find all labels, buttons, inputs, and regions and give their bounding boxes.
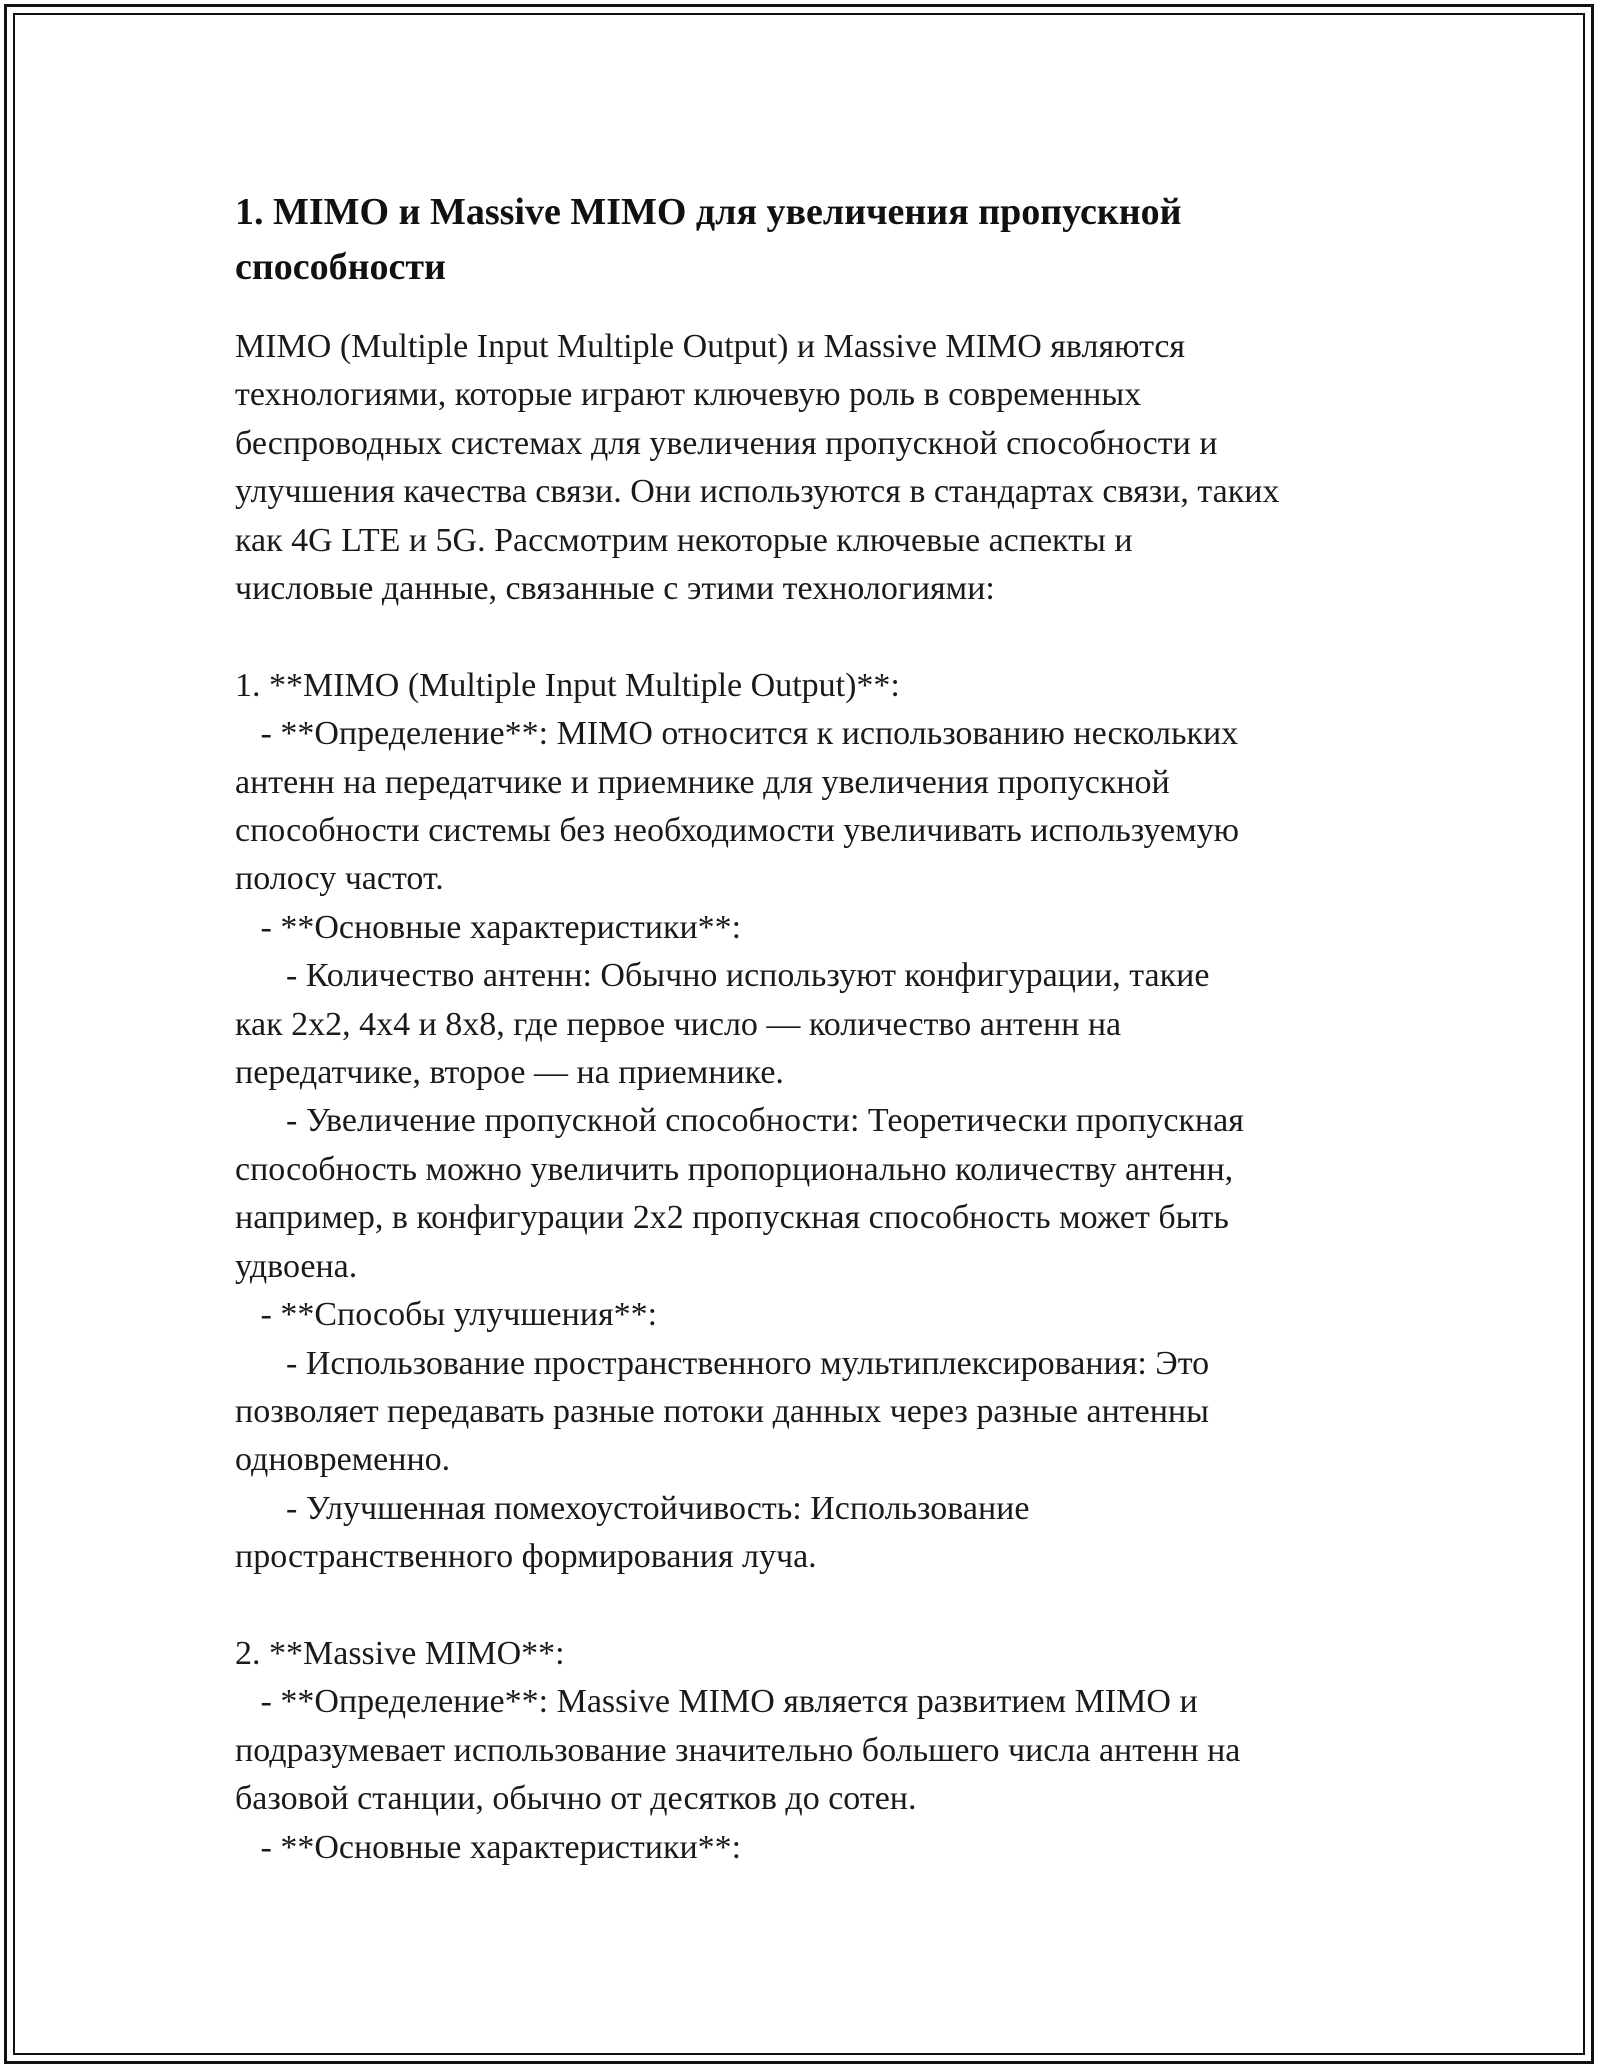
- text-line: позволяет передавать разные потоки данных через разные антенны: [235, 1392, 1209, 1430]
- text-line: улучшения качества связи. Они используются в стандартах связи, таких: [235, 473, 1280, 511]
- blank-line: [235, 1582, 1385, 1630]
- text-line: - **Основные характеристики**:: [235, 1828, 742, 1866]
- text-line: беспроводных системах для увеличения пропускной способности и: [235, 424, 1218, 462]
- text-line: подразумевает использование значительно большего числа антенн на: [235, 1731, 1241, 1769]
- text-line: как 4G LTE и 5G. Рассмотрим некоторые ключевые аспекты и: [235, 521, 1133, 559]
- text-line: - **Определение**: MIMO относится к использованию нескольких: [235, 715, 1239, 753]
- text-line: 1. **MIMO (Multiple Input Multiple Output)**:: [235, 666, 900, 704]
- text-line: антенн на передатчике и приемнике для увеличения пропускной: [235, 763, 1170, 801]
- text-line: способность можно увеличить пропорционально количеству антенн,: [235, 1150, 1234, 1188]
- text-line: 2. **Massive MIMO**:: [235, 1634, 565, 1672]
- text-line: - **Определение**: Massive MIMO является развитием MIMO и: [235, 1683, 1198, 1721]
- text-line: числовые данные, связанные с этими технологиями:: [235, 570, 995, 608]
- text-line: базовой станции, обычно от десятков до сотен.: [235, 1780, 917, 1818]
- text-line: способности системы без необходимости увеличивать используемую: [235, 812, 1240, 850]
- text-line: - Использование пространственного мультиплексирования: Это: [235, 1344, 1210, 1382]
- document-body: [235, 185, 1385, 1872]
- text-line: - Увеличение пропускной способности: Теоретически пропускная: [235, 1102, 1244, 1140]
- mimo-section: [235, 662, 1385, 1582]
- massive-mimo-section: [235, 1630, 1385, 1872]
- text-line: передатчике, второе — на приемнике.: [235, 1054, 784, 1092]
- text-line: пространственного формирования луча.: [235, 1538, 817, 1576]
- text-line: например, в конфигурации 2x2 пропускная способность может быть: [235, 1199, 1229, 1237]
- text-line: одновременно.: [235, 1441, 451, 1479]
- text-line: удвоена.: [235, 1247, 358, 1285]
- text-line: - Количество антенн: Обычно используют конфигурации, такие: [235, 957, 1210, 995]
- text-line: полосу частот.: [235, 860, 444, 898]
- text-line: - **Основные характеристики**:: [235, 908, 742, 946]
- text-line: технологиями, которые играют ключевую роль в современных: [235, 376, 1142, 414]
- heading-line: способности: [235, 246, 446, 288]
- text-line: - **Способы улучшения**:: [235, 1296, 658, 1334]
- section-heading: [235, 185, 1385, 295]
- intro-paragraph: [235, 323, 1385, 613]
- heading-line: 1. MIMO и Massive MIMO для увеличения пропускной: [235, 191, 1182, 233]
- text-line: - Улучшенная помехоустойчивость: Использование: [235, 1489, 1030, 1527]
- blank-line: [235, 613, 1385, 661]
- text-line: как 2x2, 4x4 и 8x8, где первое число — количество антенн на: [235, 1005, 1122, 1043]
- text-line: MIMO (Multiple Input Multiple Output) и Massive MIMO являются: [235, 328, 1186, 365]
